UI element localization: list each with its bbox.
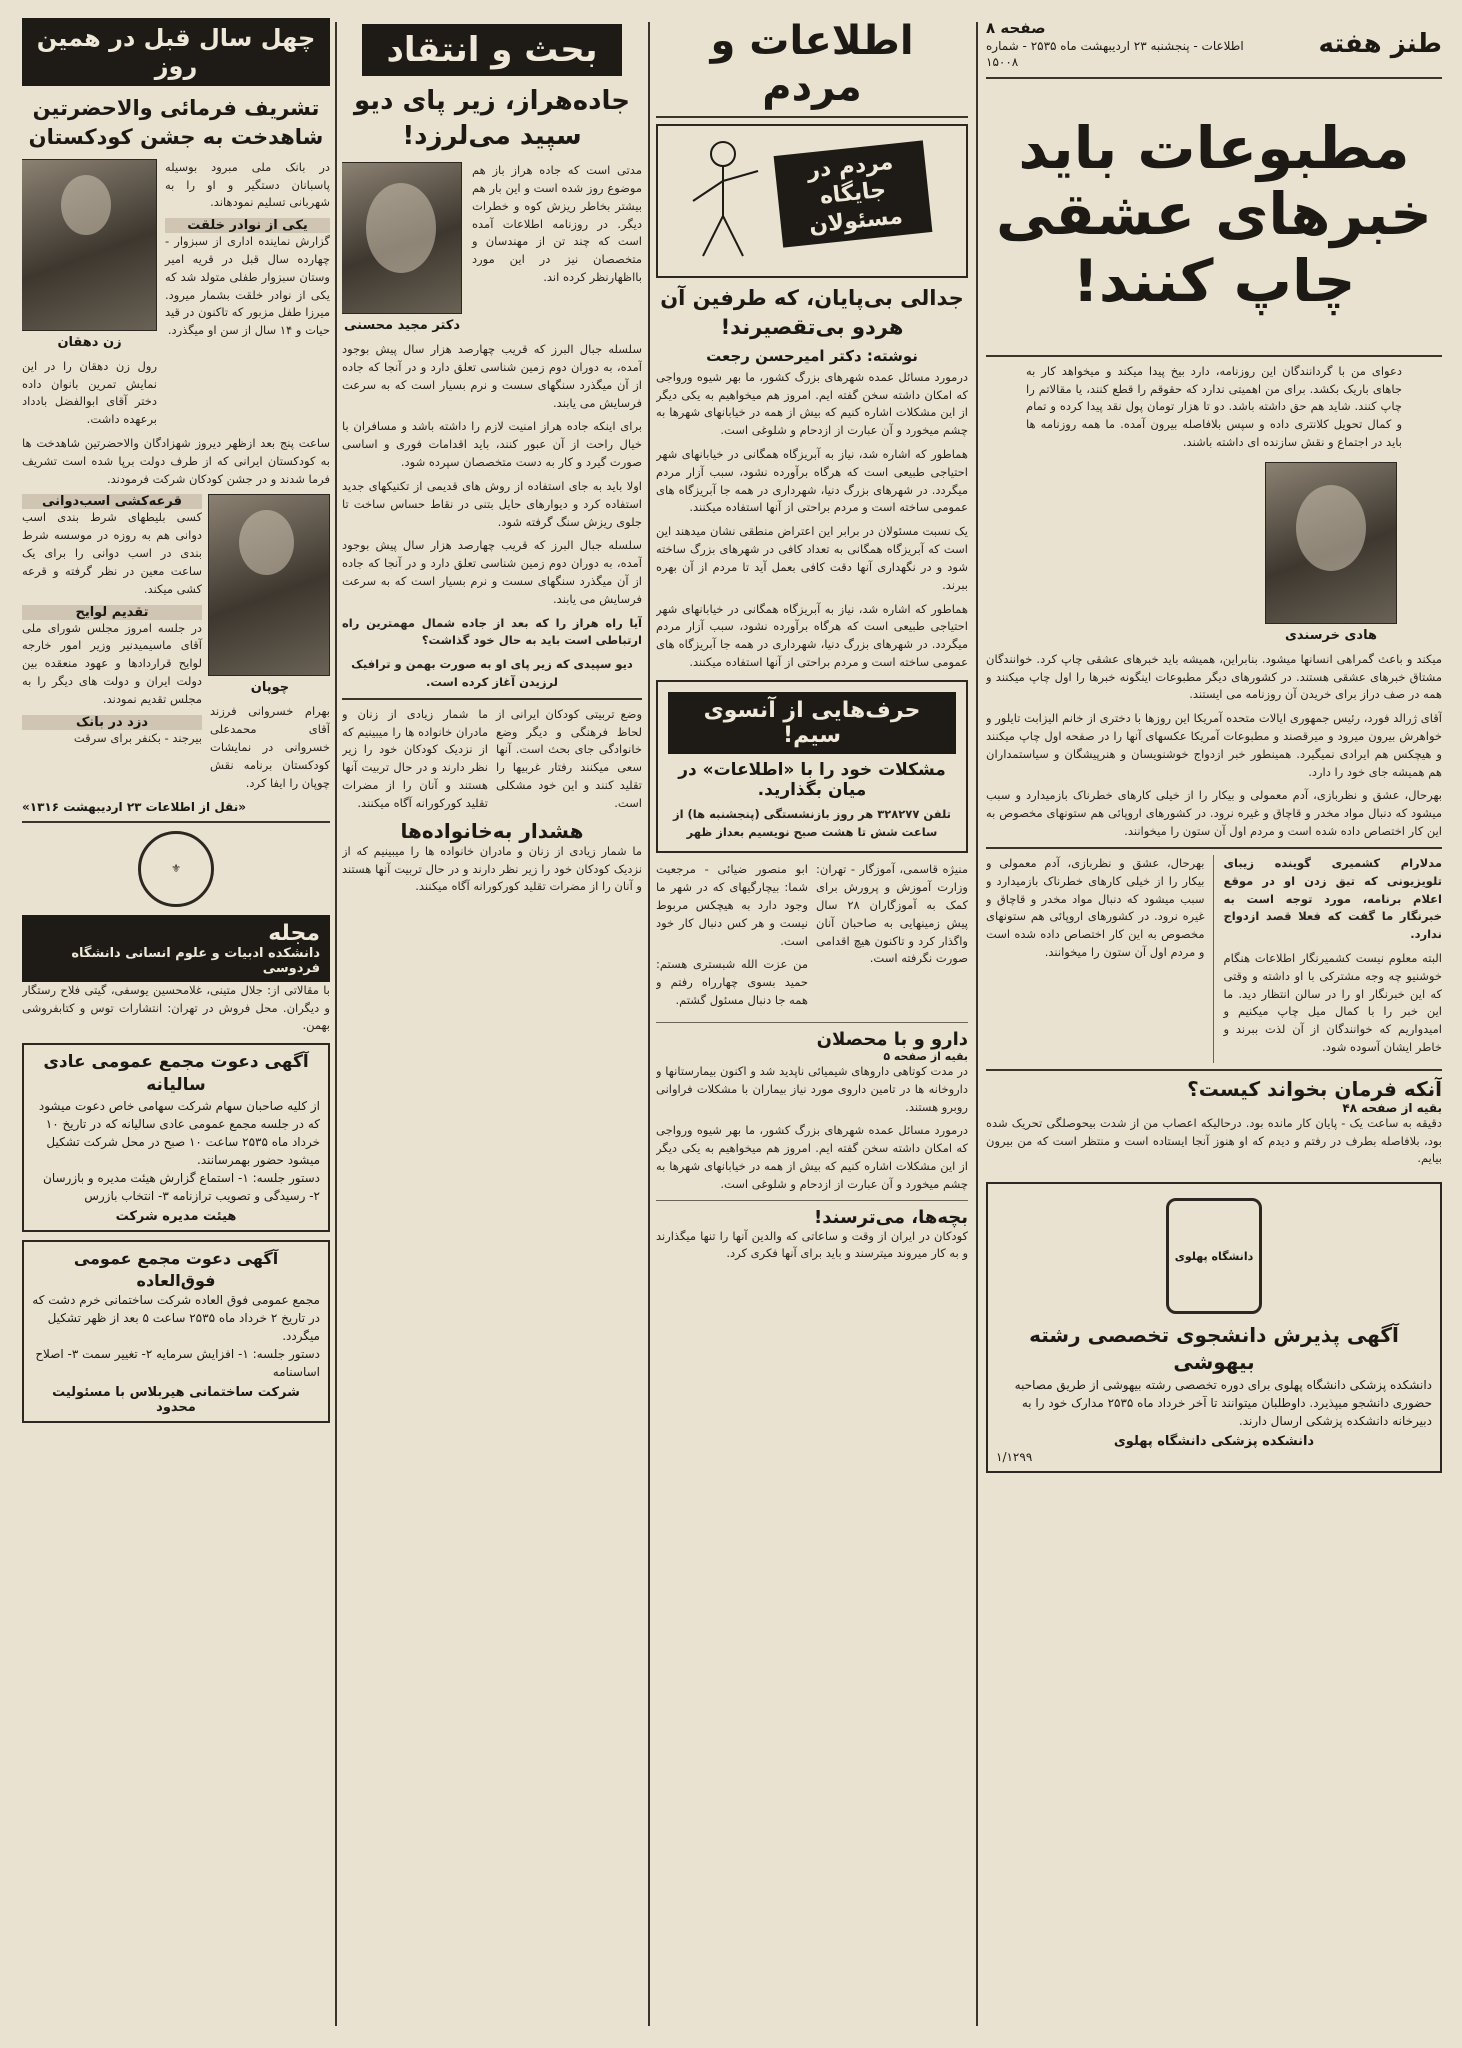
meeting-2-sign: شرکت ساختمانی هیربلاس با مسئولیت محدود [52,1385,300,1416]
ettelaat-body-3: یک نسبت مسئولان در برابر این اعتراض منطقی نشان میدهند این است که آبریزگاه همگانی به تعداد کافی در شهرهای بزرگ ساخته شود و در نگهداری آنها دقت کافی بعمل آید تا مردم از آن بهره ببرند. [656,524,968,592]
residency-ad-body: دانشکده پزشکی دانشگاه پهلوی برای دوره تخصصی رشته بیهوشی از طریق مصاحبه حضوری دانشجو میپذیرد. داوطلبان میتوانند تا آخر خرداد ماه ۲۵۳۵ مدارک خود را به دبیرخانه دانشکده پزشکی ارسال دارند. [1014,1378,1432,1429]
next-body: دقیقه به ساعت یک - پایان کار مانده بود. درحالیکه اعصاب من از شدت بیحوصلگی تحریک شده بود، بلافاصله بطرف در رفتم و دیدم که او هنوز آنجا ایستاده است و منتظر است که من بیرون بیایم. [986,1115,1442,1166]
debate-closing: آیا راه هراز را که بعد از جاده شمال مهمترین راه ارتباطی است باید به حال خود گذاشت؟ [342,615,642,648]
ettelaat-body-2: هماطور که اشاره شد، نیاز به آبریزگاه همگانی در خیابانهای شهر احتیاجی طبیعی است که هرگاه برآورده نشود، سبب آزار مردم میگردد. در شهرهای بزرگ دنیا، شهرداری در همه جا آبریزگاه های عمومی ساخته است و مردم براحتی از آنها استفاده میکنند. [656,447,968,515]
edu-body-3: ما شمار زیادی از زنان و مادران خانواده ها را میبینیم که از نزدیک کودکان خود را زیر نظر دارند و در حال تربیت آنها هستند و آنان را از مضرات تقلید کورکورانه آگاه میکنند. [342,843,642,894]
history-sub-2: قرعه‌کشی اسب‌دوانی [22,494,202,509]
column-rule [648,22,650,2026]
history-source: «نقل از اطلاعات ۲۳ اردیبهشت ۱۳۱۶» [22,799,246,814]
dateline: اطلاعات - پنجشنبه ۲۳ اردیبهشت ماه ۲۵۳۵ - شماره ۱۵۰۰۸ [986,39,1244,70]
magazine-body: با مقالاتی از: جلال متینی، غلامحسین یوسفی، گیتی فلاح رستگار و دیگران. محل فروش در تهران: انتشارات توس و کتابفروشی بهمن. [22,982,330,1033]
satire-body-3: بهرحال، عشق و نظربازی، آدم معمولی و بیکار را از خیلی کارهای خطرناک بازمیدارد و سبب میشود که دنبال مواد مخدر و قاچاق و غیره نرود. در کشورهای اروپائی هم ستونهای مخصوص به این کار اختصاص داده شده است و مردم اول آن ستون را میخوانند. [986,788,1442,839]
debate-body-2: سلسله جبال البرز که قریب چهارصد هزار سال پیش بوجود آمده، به دوران دوم زمین شناسی تعلق دارد و در آنجا که جاده از آن میگذرد سنگهای سست و نرم بسیار است که به سرعت فرسایش می یابند. [342,342,642,410]
debate-signature: دیو سپیدی که زیر پای او به صورت بهمن و ترافیک لرزیدن آغاز کرده است. [351,657,633,689]
cartoon-illustration [656,124,968,278]
magazine-sub: دانشکده ادبیات و علوم انسانی دانشگاه فردوسی [71,945,320,976]
shepherd-photo [208,494,330,676]
meeting-1-title: آگهی دعوت مجمع عمومی عادی سالیانه [43,1052,309,1096]
magazine-box [22,915,330,982]
satire-column [986,18,1442,2030]
debate-banner: بحث و انتقاد [362,24,622,76]
next-headline: آنکه فرمان بخواند کیست؟ [1187,1076,1442,1101]
debate-body-3: برای اینکه جاده هراز امنیت لازم را داشته باشد و مسافران با خیال راحت از آن عبور کنند، باید اقدامات فوری و اساسی صورت گیرد و کار به دست متخصصان سپرده شود. [342,419,642,470]
university-logo-icon: دانشگاه پهلوی [1166,1198,1262,1314]
history-lead: در بانک ملی مبرود بوسیله پاسبانان دستگیر و او را به شهربانی تسلیم نمودهاند. [165,159,330,210]
meeting-notice-1 [22,1043,330,1232]
drugs-headline: دارو و با محصلان [816,1028,968,1050]
author-photo [342,162,462,314]
history-body-2: رول زن دهقان را در این نمایش تمرین بانوان داده دختر آقای ابوالفضل بادداد برعهده داشت. [22,358,157,427]
residency-ad [986,1182,1442,1473]
ettelaat-byline: نوشته: دکتر امیرحسن رجعت [706,346,918,365]
debate-body-1: مدتی است که جاده هراز باز هم موضوع روز شده است و این بار هم بیشتر بخاطر ریزش کوه و خطرات دیگر. در روزنامه اطلاعات آمده است که چند تن از مهندسان و متخصصان نیز در این مورد بااظهارنظر کرده اند. [472,163,642,285]
drugs-body: در مدت کوتاهی داروهای شیمیائی ناپدید شد و اکنون بیمارستانها و داروخانه ها در تامین داروی مورد نیاز بیماران با مشکلات فراوانی روبرو هستند. [656,1063,968,1114]
phone-box [656,680,968,854]
history-body-3: ساعت پنج بعد ازظهر دیروز شهزادگان والاحضرتین شاهدخت ها به کودکستان ایرانی که از طرف دولت برپا شده است تشریف فرما شدند و در جشن کودکان شرکت فرمودند. [22,436,330,486]
history-sub-1: یکی از نوادر خلقت [165,218,330,233]
history-body-5: در جلسه امروز مجلس شورای ملی آقای ماسیمیدنیر وزیر امور خارجه لوایح قراردادها و عهود منعقده بین دولت ایران و دولت های دیگر را به مجلس تقدیم نمودند. [22,620,202,706]
peasant-photo [22,159,157,331]
history-sub-4: دزد در بانک [22,715,202,730]
columnist-caption: هادی خرسندی [1285,627,1377,643]
edu-body-2: ما شمار زیادی از زنان و مادران خانواده ها را میبینیم که از نزدیک کودکان خود را زیر نظر دارند و در حال تربیت آنها هستند و آنان را از مضرات تقلید کورکورانه آگاه میکنند. [342,706,488,810]
satire-body-1-continued: بهرحال، عشق و نظربازی، آدم معمولی و بیکار را از خیلی کارهای خطرناک بازمیدارد و سبب میشود که دنبال مواد مخدر و قاچاق و غیره نرود. در کشورهای اروپائی هم ستونهای مخصوص به این کار اختصاص داده شده است و مردم اول آن ستون را میخوانند. [986,855,1205,959]
ettelaat-body-1: درمورد مسائل عمده شهرهای بزرگ کشور، ما بهر شیوه ورواجی که امکان داشته سخن گفته ایم. امروز هم میخواهیم به یکی دیگر از این مشکلات اشاره کنیم که بیش از همه در خیابانهای شهرها به چشم میخورد و آن عبارت از ازدحام و شلوغی است. [656,369,968,438]
history-body-4: کسی بلیطهای شرط بندی اسب دوانی هم به روزه در موسسه شرط بندی در اسب دوانی را برای یک ساعت معین در نظر گرفته و قرعه کشی میکند. [22,510,202,596]
drugs-body-2: درمورد مسائل عمده شهرهای بزرگ کشور، ما بهر شیوه ورواجی که امکان داشته سخن گفته ایم. امروز هم میخواهیم به یکی دیگر از این مشکلات اشاره کنیم که بیش از همه در خیابانهای شهرها به چشم میخورد و آن عبارت از ازدحام و شلوغی است. [656,1123,968,1191]
meeting-2-title: آگهی دعوت مجمع عمومی فوق‌العاده [73,1249,279,1290]
people-stamp: مردم در جایگاه مسئولان [774,140,933,247]
shepherd-caption: چوپان [250,680,290,696]
debate-column [342,18,642,2030]
ettelaat-column [656,18,968,2030]
edu-headline: هشدار به‌خانواده‌ها [400,818,584,843]
phone-box-sub: مشکلات خود را با «اطلاعات» در میان بگذارید. [678,759,946,800]
columnist-photo [1265,462,1397,624]
ettelaat-title: اطلاعات و مردم [710,18,914,110]
next-ref: بقیه از صفحه ۴۸ [1342,1100,1442,1115]
stick-figure-icon [678,136,768,266]
history-body-7: بهرام خسروانی فرزند آقای محمدعلی خسروانی در نمایشات کودکستان برنامه نقش چوپان را ایفا کرد. [210,704,330,790]
magazine-head: مجله [268,920,320,946]
university-seal-icon: ⚜ [138,831,214,907]
satire-body-1: میکند و باعث گمراهی انسانها میشود. بنابراین، همیشه باید خبرهای عشقی چاپ کرد. خوانندگان مشتاق خبرهای عشقی هستند. در کشورهای دیگر مطبوعات اینگونه خبرها را اول چاپ میکنند و همه در صف دراز برای خریدن آن روزنامه می ایستند. [986,651,1442,702]
satire-kicker: طنز هفته [1318,29,1442,60]
residency-ad-title: آگهی پذیرش دانشجوی تخصصی رشته بیهوشی [1029,1323,1399,1375]
meeting-2-agenda: دستور جلسه: ۱- افزایش سرمایه ۲- تغییر سمت ۳- اصلاح اساسنامه [35,1347,320,1380]
page-label: صفحه ۸ [986,19,1046,37]
meeting-2-body: مجمع عمومی فوق العاده شرکت ساختمانی خرم دشت که در تاریخ ۲ خرداد ماه ۲۵۳۵ ساعت ۵ بعد از ظهر تشکیل میگردد. [32,1293,320,1344]
meeting-1-body: از کلیه صاحبان سهام شرکت سهامی خاص دعوت میشود که در جلسه مجمع عمومی عادی سالیانه که در تاریخ ۱۰ خرداد ماه ۲۵۳۵ ساعت ۱۰ صبح در محل شرکت تشکیل میشود حضور بهمرسانند. [38,1099,320,1168]
meeting-notice-2 [22,1240,330,1423]
column-rule [976,22,978,2026]
residency-ad-signoff: دانشکده پزشکی دانشگاه پهلوی [1113,1434,1315,1450]
satire-body-2: آقای ژرالد فورد، رئیس جمهوری ایالات متحده آمریکا این روزها با دختری از خانم الیزابت تایلور و خواهرش بیرون میرود و میرقصند و مطبوعات آمریکا عکسهای آنها را در صفحه اول چاپ میکنند و هیچکس هم ایرادی نمیگیرد. همینطور خبر ازدواج خوشنویسان و هنرپیشگان و سیاستمداران هم همیشه جای خود را دارد. [986,711,1442,779]
ettelaat-subhead: جدالی بی‌پایان، که طرفین آن هردو بی‌تقصیرند! [660,286,964,340]
edu-body: وضع تربیتی کودکان ایرانی از لحاظ فرهنگی و دیگر وضع خانوادگی جای بحث است. آنها سعی میکنند رفتار غربیها را تقلید کنند و این خود مشکلی است. [496,706,642,810]
debate-quote: جاده‌هراز، زیر پای دیو سپید می‌لرزد! [354,86,630,152]
reader-letter-3: من عزت الله شبستری هستم: حمید بسوی چهارراه رفتم و همه جا دنبال مسئول گشتم. [656,957,808,1008]
drugs-ref: بقیه از صفحه ۵ [883,1049,968,1063]
ettelaat-body-4: هماطور که اشاره شد، نیاز به آبریزگاه همگانی در خیابانهای شهر احتیاجی طبیعی است که هرگاه برآورده نشود، سبب آزار مردم میگردد. در شهرهای بزرگ دنیا، شهرداری در همه جا آبریزگاه های عمومی ساخته است و مردم براحتی از آنها استفاده میکنند. [656,601,968,669]
author-caption: دکتر مجید محسنی [343,318,461,334]
phone-box-phone: تلفن ۳۲۸۲۷۷ هر روز بازنشستگی (پنجشنبه ها) از ساعت شش تا هشت صبح نویسیم بعداز ظهر [672,806,952,839]
history-headline: تشریف فرمائی والاحضرتین شاهدخت به جشن کودکستان [28,96,324,150]
history-banner: چهل سال قبل در همین روز [22,18,330,86]
reader-letter-2: ابو منصور ضیائی - مرجعیت شما: بیچارگیهای که در شهر ما وجود دارد به هیچکس مربوط نیست و هر کس دنبال کار خود است. [656,862,808,948]
meeting-1-sign: هیئت مدیره شرکت [115,1209,237,1225]
residency-ad-code: ۱/۱۲۹۹ [996,1450,1033,1465]
history-column [22,18,330,2030]
debate-body-4: اولا باید به جای استفاده از روش های قدیمی از تکنیکهای جدید استفاده کرد و دیوارهای حایل بتنی در نقاط حساس ساخت تا جلوی ریزش سنگ گرفته شود. [342,478,642,529]
news-box-body: البته معلوم نیست کشمیرنگار اطلاعات هنگام خوشنیو چه وجه مشترکی با او داشته و وقتی که این خبرنگار او را در سالن انتظار دید. ما این خبر را با کمال میل چاپ میکنیم و امیدواریم که خوانندگان از آن لذت ببرند و خاطر ایشان آسوده شود. [1223,950,1442,1054]
history-sub-3: تقدیم لوایح [22,605,202,620]
peasant-caption: زن دهقان [57,334,122,350]
debate-body-5: سلسله جبال البرز که قریب چهارصد هزار سال پیش بوجود آمده، به دوران دوم زمین شناسی تعلق دارد و در آنجا که جاده از آن میگذرد سنگهای سست و نرم بسیار است که به سرعت فرسایش می یابند. [342,538,642,606]
history-body-6: بیرجند - بکنفر برای سرقت [73,730,202,745]
satire-lead: دعوای من با گردانندگان این روزنامه، دارد بیخ پیدا میکند و میخواهد کار به جاهای باریک بکشد. برای من اهمیتی ندارد که حقوقم را قطع کنند، یا مقالاتم را چاپ کنند. شاید هم حق داشته باشد. دو تا هزار تومان پول نقد پیدا کرده و تمام و کمال تحویل کلانتری داده و سپس بلافاصله بیرون آمده. ما همه روزنامه ها باید در اجتماع و نقش سازنده ای داشته باشند. [1026,363,1402,449]
history-body-1: گزارش نماینده اداری از سبزوار - چهارده سال قبل در قریه امیر وستان سبزوار طفلی متولد شد که یکی از نوادر خلقت بشمار میرود. میرزا طفل مزبور که تاکنون در قید حیات و ۱۴ سال از سن او میگذرد. [165,234,330,338]
children-headline: بچه‌ها، می‌ترسند! [814,1206,968,1228]
news-box-head: مدلارام کشمیری گوینده زیبای تلویزیونی که تیق زدن او در موقع اعلام برنامه، مورد توجه است به خبرنگار ما گفت که فعلا قصد ازدواج ندارد. [1223,855,1442,942]
children-body: کودکان در ایران از وقت و ساعاتی که والدین آنها را تنها میگذارند و به کار میروند میترسند و باید برای آنها فکری کرد. [656,1228,968,1261]
satire-headline: مطبوعات باید خبرهای عشقی چاپ کنند! [996,113,1432,315]
reader-letter-1: منیژه قاسمی، آموزگار - تهران: وزارت آموزش و پرورش برای کمک به آموزگاران ۲۸ سال پیش زمینهایی به صاحبان آنان واگذار کرد و تاکنون هیچ اقدامی صورت نگرفته است. [816,862,968,966]
phone-box-head: حرف‌هایی از آنسوی سیم! [668,692,956,754]
column-rule [335,22,337,2026]
meeting-1-agenda: دستور جلسه: ۱- استماع گزارش هیئت مدیره و بازرسان ۲- رسیدگی و تصویب ترازنامه ۳- انتخاب بازرس [43,1171,320,1204]
